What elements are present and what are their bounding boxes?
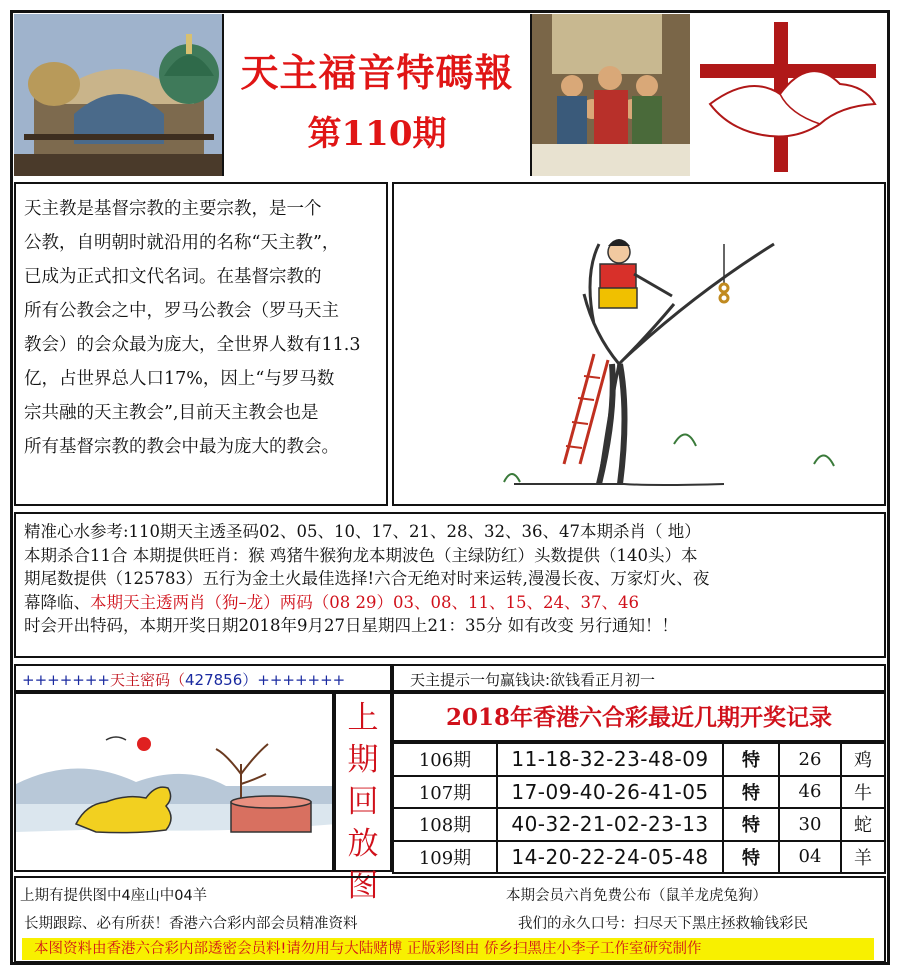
code-prefix: +++++++ xyxy=(22,671,110,689)
special-number-cell: 46 xyxy=(779,776,841,809)
footer-note: 上期有提供图中4座山中04羊 xyxy=(20,888,208,904)
last-supper-painting xyxy=(532,14,690,176)
table-row xyxy=(393,808,885,841)
footer-box xyxy=(14,876,886,963)
last-supper-image xyxy=(532,14,690,176)
numbers-cell: 40-32-21-02-23-13 xyxy=(497,808,723,841)
special-number-cell: 30 xyxy=(779,808,841,841)
special-label-cell: 特 xyxy=(723,776,779,809)
intro-line: 教会）的会众最为庞大，全世界人数有11.3 xyxy=(24,335,361,355)
numbers-cell: 14-20-22-24-05-48 xyxy=(497,841,723,874)
cross-dove-image xyxy=(690,14,886,176)
intro-line: 公教，自明朝时就沿用的名称“天主教”， xyxy=(24,233,340,253)
zodiac-cell: 牛 xyxy=(841,776,885,809)
issue-cell: 106期 xyxy=(393,743,497,776)
issue-cell: 107期 xyxy=(393,776,497,809)
cross-and-dove-icon xyxy=(690,14,886,176)
highlight-text: 本期天主透两肖（狗–龙）两码（08 29）03、08、11、15、24、37、46 xyxy=(90,592,639,612)
table-row xyxy=(393,776,885,809)
review-char: 期 xyxy=(347,742,379,778)
table-row xyxy=(393,743,885,776)
review-char: 图 xyxy=(347,868,379,904)
tips-info-box xyxy=(14,512,886,658)
records-title: 2018年香港六合彩最近几期开奖记录 xyxy=(392,692,886,742)
intro-line: 已成为正式扣文代名词。在基督宗教的 xyxy=(24,267,322,287)
info-line: 期尾数提供（125783）五行为金土火最佳选择!六合无绝对时来运转,漫漫长夜、万家灯火、夜 xyxy=(24,569,710,588)
special-label-cell: 特 xyxy=(723,743,779,776)
info-line xyxy=(24,591,876,615)
intro-text-box xyxy=(14,182,388,506)
issue-number: 第110期 xyxy=(307,114,447,154)
numbers-cell: 17-09-40-26-41-05 xyxy=(497,776,723,809)
review-char: 上 xyxy=(347,700,379,736)
info-text: 幕降临、 xyxy=(24,592,90,612)
zodiac-cell: 鸡 xyxy=(841,743,885,776)
footer-banner: 本图资料由香港六合彩内部透密会员料!请勿用与大陆赌博 正版彩图由 侨乡扫黑庄小李子工作室研究制作 xyxy=(22,938,874,960)
info-line: 时会开出特码，本期开奖日期2018年9月27日星期四上21：35分 如有改变 另行通知！！ xyxy=(24,616,678,635)
title-box xyxy=(222,14,532,176)
info-line: 精准心水参考:110期天主透圣码02、05、10、17、21、28、32、36、47本期杀肖（ 地） xyxy=(24,522,701,541)
intro-line: 天主教是基督宗教的主要宗教，是一个 xyxy=(24,199,322,219)
draw-records-table xyxy=(392,742,886,874)
code-suffix: ）+++++++ xyxy=(242,671,346,689)
secret-code-bar xyxy=(14,664,392,692)
horse-landscape-image xyxy=(14,692,334,872)
church-image xyxy=(14,14,222,176)
intro-line: 所有基督宗教的教会中最为庞大的教会。 xyxy=(24,437,339,457)
tip-bar: 天主提示一句赢钱诀:欲钱看正月初一 xyxy=(392,664,886,692)
footer-note: 长期跟踪、必有所获！香港六合彩内部会员精准资料 xyxy=(24,916,358,932)
tree-with-climber-illustration xyxy=(394,184,886,506)
footer-slogan: 我们的永久口号：扫尽天下黑庄拯救输钱彩民 xyxy=(518,916,808,932)
special-number-cell: 04 xyxy=(779,841,841,874)
code-label: 天主密码（ xyxy=(109,671,185,689)
tree-cartoon-image xyxy=(392,182,886,506)
info-line: 本期杀合11合 本期提供旺肖：猴 鸡猪牛猴狗龙本期波色（主绿防红）头数提供（140头）本 xyxy=(24,545,698,565)
intro-line: 所有公教会之中，罗马公教会（罗马天主 xyxy=(24,301,339,321)
special-label-cell: 特 xyxy=(723,808,779,841)
zodiac-cell: 蛇 xyxy=(841,808,885,841)
table-row xyxy=(393,841,885,874)
special-number-cell: 26 xyxy=(779,743,841,776)
footer-note: 本期会员六肖免费公布（鼠羊龙虎兔狗） xyxy=(506,888,767,904)
numbers-cell: 11-18-32-23-48-09 xyxy=(497,743,723,776)
church-illustration xyxy=(14,14,222,176)
review-char: 回 xyxy=(347,784,379,820)
intro-line: 亿，占世界总人口17%，因上“与罗马数 xyxy=(24,369,335,389)
page-title: 天主福音特碼報 xyxy=(240,50,514,95)
horse-landscape-illustration xyxy=(16,694,334,872)
secret-code: 427856 xyxy=(185,671,243,689)
issue-cell: 109期 xyxy=(393,841,497,874)
issue-cell: 108期 xyxy=(393,808,497,841)
special-label-cell: 特 xyxy=(723,841,779,874)
zodiac-cell: 羊 xyxy=(841,841,885,874)
intro-line: 宗共融的天主教会”,目前天主教会也是 xyxy=(24,403,319,423)
review-char: 放 xyxy=(347,826,379,862)
last-issue-review-label xyxy=(334,692,392,904)
